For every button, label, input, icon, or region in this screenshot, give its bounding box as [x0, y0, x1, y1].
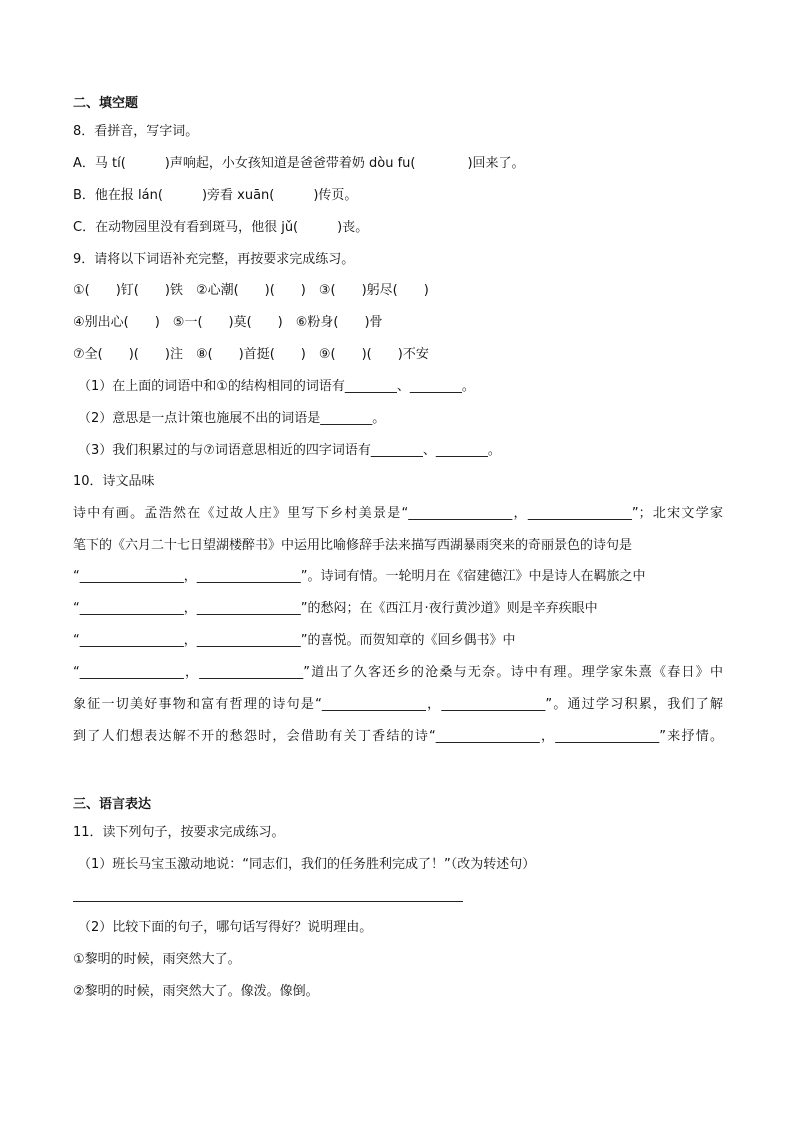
- question-11-sentence-1: ①黎明的时候，雨突然大了。: [73, 952, 241, 967]
- question-9-sub-3: （3）我们积累过的与⑦词语意思相近的四字词语有________、________。: [78, 443, 501, 458]
- section-heading-fill-blank: 二、填空题: [73, 96, 139, 111]
- question-9-sub-1: （1）在上面的词语中和①的结构相同的词语有________、________。: [78, 379, 475, 394]
- question-10-para-2: 笔下的《六月二十七日望湖楼醉书》中运用比喻修辞手法来描写西湖暴雨突来的奇丽景色的诗句是: [73, 538, 633, 553]
- question-10-para-7: 象征一切美好事物和富有哲理的诗句是“________________，________________”。通过学习积累，我们了解: [73, 697, 723, 712]
- question-8-item-a: A．马 tí( )声响起，小女孩知道是爸爸带着奶 dòu fu( )回来了。: [73, 156, 525, 171]
- question-10-title: 10．诗文品味: [73, 474, 155, 489]
- question-11-sub-2: （2）比较下面的句子，哪句话写得好？说明理由。: [78, 920, 373, 935]
- question-11-title: 11．读下列句子，按要求完成练习。: [73, 825, 285, 840]
- question-11-sentence-2: ②黎明的时候，雨突然大了。像泼。像倒。: [73, 984, 319, 999]
- question-9-row-1: ①( )钉( )铁 ②心潮( )( ) ③( )躬尽( ): [73, 283, 429, 298]
- question-10-para-3: “________________，________________”。诗词有情。一轮明月在《宿建德江》中是诗人在羁旅之中: [73, 569, 646, 584]
- question-8-item-b: B．他在报 lán( )旁看 xuān( )传页。: [73, 188, 358, 203]
- question-10-para-4: “________________，________________”的愁闷；在《西江月·夜行黄沙道》则是辛弃疾眼中: [73, 601, 598, 616]
- question-9-row-2: ④别出心( ) ⑤一( )莫( ) ⑥粉身( )骨: [73, 315, 383, 330]
- question-9-sub-2: （2）意思是一点计策也施展不出的词语是________。: [78, 411, 386, 426]
- question-9-row-3: ⑦全( )( )注 ⑧( )首挺( ) ⑨( )( )不安: [73, 347, 429, 362]
- question-8-item-c: C．在动物园里没有看到斑马，他很 jǔ( )丧。: [73, 220, 369, 235]
- question-11-sub-1: （1）班长马宝玉激动地说：“同志们，我们的任务胜利完成了！”（改为转述句）: [78, 857, 536, 872]
- section-heading-language-expression: 三、语言表达: [73, 797, 152, 812]
- question-10-para-6: “________________，________________”道出了久客还乡的沧桑与无奈。诗中有理。理学家朱熹《春日》中: [73, 665, 723, 680]
- question-10-para-1: 诗中有画。孟浩然在《过故人庄》里写下乡村美景是“________________，________________”；北宋文学家: [73, 506, 723, 521]
- question-10-para-8: 到了人们想表达解不开的愁怨时，会借助有关丁香结的诗“________________，________________”来抒情。: [73, 729, 723, 744]
- question-10-para-5: “________________，________________”的喜悦。而贺知章的《回乡偶书》中: [73, 633, 516, 648]
- question-9-title: 9．请将以下词语补充完整，再按要求完成练习。: [73, 252, 355, 267]
- question-8-title: 8．看拼音，写字词。: [73, 124, 199, 139]
- answer-line: [73, 901, 463, 902]
